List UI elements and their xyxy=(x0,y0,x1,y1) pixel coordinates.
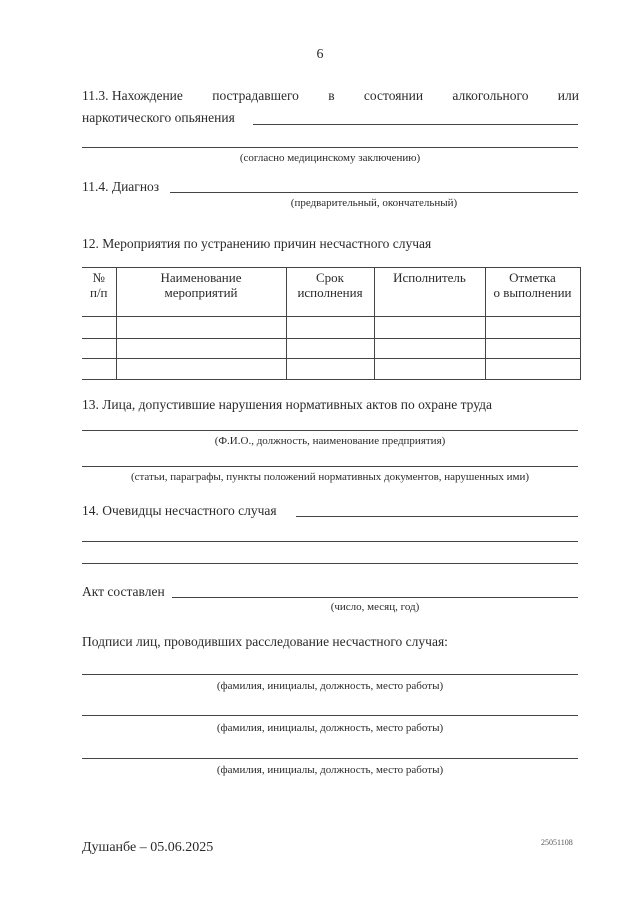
signature-line xyxy=(82,674,578,675)
fill-line xyxy=(82,147,578,148)
word: 11.3. Нахождение xyxy=(82,88,183,103)
word: или xyxy=(557,88,579,103)
act-label: Акт составлен xyxy=(82,584,165,599)
signature-caption: (фамилия, инициалы, должность, место работы) xyxy=(216,680,444,692)
table-cell xyxy=(82,359,116,380)
table-cell xyxy=(116,339,286,359)
table-cell xyxy=(116,317,286,339)
header-measure-name: Наименование мероприятий xyxy=(116,268,286,317)
table-cell xyxy=(374,317,485,339)
signature-line xyxy=(82,715,578,716)
fill-line xyxy=(82,466,578,467)
fill-line xyxy=(170,192,578,193)
table-cell xyxy=(485,359,580,380)
table-cell xyxy=(485,339,580,359)
word: в xyxy=(328,88,335,103)
measures-table xyxy=(82,267,581,380)
table-cell xyxy=(485,317,580,339)
word: пострадавшего xyxy=(212,88,299,103)
fill-line xyxy=(82,541,578,542)
header-completion-mark: Отметка о выполнении xyxy=(485,268,580,317)
section-14-label: 14. Очевидцы несчастного случая xyxy=(82,503,277,518)
header-number: № п/п xyxy=(82,268,116,317)
signature-caption: (фамилия, инициалы, должность, место работы) xyxy=(216,764,444,776)
fill-line xyxy=(82,563,578,564)
table-cell xyxy=(116,359,286,380)
footer-place-date: Душанбе – 05.06.2025 xyxy=(82,840,214,855)
caption-person-info: (Ф.И.О., должность, наименование предприятия) xyxy=(214,435,446,447)
table-cell xyxy=(286,359,374,380)
table-cell xyxy=(374,339,485,359)
header-executor: Исполнитель xyxy=(374,268,485,317)
section-13-title: 13. Лица, допустившие нарушения нормативных актов по охране труда xyxy=(82,397,492,412)
table-row xyxy=(82,339,580,359)
table-cell xyxy=(286,317,374,339)
page-number: 6 xyxy=(316,47,324,62)
word: алкогольного xyxy=(452,88,529,103)
footer-code: 25051108 xyxy=(541,838,573,847)
signature-line xyxy=(82,758,578,759)
fill-line xyxy=(296,516,578,517)
section-12-title: 12. Мероприятия по устранению причин несчастного случая xyxy=(82,236,432,251)
section-11-3-line1 xyxy=(82,88,579,104)
table-header-row xyxy=(82,268,580,317)
fill-line xyxy=(172,597,578,598)
section-11-4-label: 11.4. Диагноз xyxy=(82,179,160,194)
signatures-title: Подписи лиц, проводивших расследование несчастного случая: xyxy=(82,634,448,649)
section-11-3-line2-label: наркотического опьянения xyxy=(82,110,235,125)
table-cell xyxy=(82,339,116,359)
signature-caption: (фамилия, инициалы, должность, место работы) xyxy=(216,722,444,734)
caption-diagnosis: (предварительный, окончательный) xyxy=(290,197,458,209)
table-cell xyxy=(82,317,116,339)
header-deadline: Срок исполнения xyxy=(286,268,374,317)
table-row xyxy=(82,359,580,380)
table-cell xyxy=(374,359,485,380)
fill-line xyxy=(82,430,578,431)
caption-medical-conclusion: (согласно медицинскому заключению) xyxy=(239,152,421,164)
caption-violated-documents: (статьи, параграфы, пункты положений нормативных документов, нарушенных ими) xyxy=(130,471,530,483)
table-row xyxy=(82,317,580,339)
table-cell xyxy=(286,339,374,359)
caption-date: (число, месяц, год) xyxy=(330,601,420,613)
fill-line xyxy=(253,124,578,125)
word: состоянии xyxy=(363,88,424,103)
